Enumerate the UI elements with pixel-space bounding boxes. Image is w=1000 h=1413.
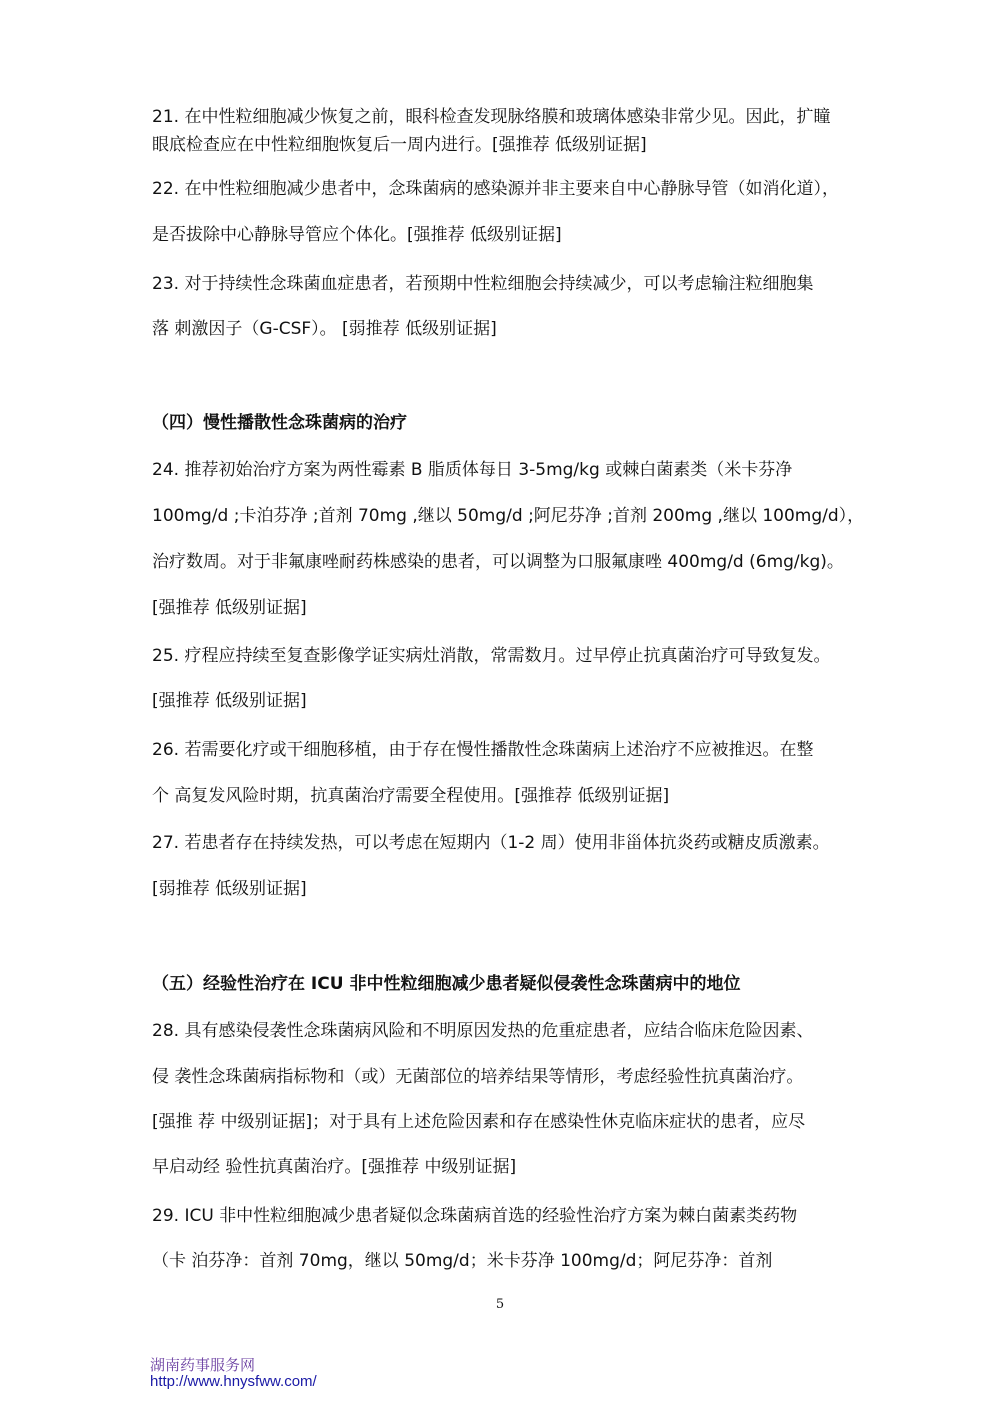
- text-line: 100mg/d ;卡泊芬净 ;首剂 70mg ,继以 50mg/d ;阿尼芬净 ;首剂 200mg ,继以 100mg/d），: [152, 506, 865, 526]
- text-line: 早启动经 验性抗真菌治疗。[强推荐 中级别证据]: [152, 1157, 517, 1177]
- text-line: 27. 若患者存在持续发热，可以考虑在短期内（1-2 周）使用非甾体抗炎药或糖皮质激素。: [152, 833, 830, 853]
- text-line: 侵 袭性念珠菌病指标物和（或）无菌部位的培养结果等情形，考虑经验性抗真菌治疗。: [152, 1067, 804, 1087]
- footer-site-name: 湖南药事服务网: [150, 1356, 256, 1374]
- text-line: 22. 在中性粒细胞减少患者中，念珠菌病的感染源并非主要来自中心静脉导管（如消化道），: [152, 179, 839, 199]
- text-line: 29. ICU 非中性粒细胞减少患者疑似念珠菌病首选的经验性治疗方案为棘白菌素类药物: [152, 1206, 798, 1226]
- text-line: [弱推荐 低级别证据]: [152, 879, 307, 899]
- text-line: （卡 泊芬净：首剂 70mg，继以 50mg/d；米卡芬净 100mg/d；阿尼芬净：首剂: [152, 1251, 773, 1271]
- text-line: 24. 推荐初始治疗方案为两性霉素 B 脂质体每日 3-5mg/kg 或棘白菌素类（米卡芬净: [152, 460, 793, 480]
- text-line: 21. 在中性粒细胞减少恢复之前，眼科检查发现脉络膜和玻璃体感染非常少见。因此，扩瞳: [152, 107, 831, 127]
- text-line: 治疗数周。对于非氟康唑耐药株感染的患者，可以调整为口服氟康唑 400mg/d (6mg/kg)。: [152, 552, 844, 572]
- section-heading: （五）经验性治疗在 ICU 非中性粒细胞减少患者疑似侵袭性念珠菌病中的地位: [152, 974, 741, 994]
- text-line: 眼底检查应在中性粒细胞恢复后一周内进行。[强推荐 低级别证据]: [152, 135, 647, 155]
- page-number: 5: [495, 1297, 505, 1312]
- text-line: 落 刺激因子（G-CSF）。 [弱推荐 低级别证据]: [152, 319, 497, 339]
- text-line: [强推荐 低级别证据]: [152, 691, 307, 711]
- footer-url-link[interactable]: http://www.hnysfww.com/: [150, 1373, 317, 1390]
- text-line: [强推荐 低级别证据]: [152, 598, 307, 618]
- text-line: 23. 对于持续性念珠菌血症患者，若预期中性粒细胞会持续减少，可以考虑输注粒细胞集: [152, 274, 814, 294]
- section-heading: （四）慢性播散性念珠菌病的治疗: [152, 413, 407, 433]
- text-line: 26. 若需要化疗或干细胞移植，由于存在慢性播散性念珠菌病上述治疗不应被推迟。在整: [152, 740, 814, 760]
- text-line: 是否拔除中心静脉导管应个体化。[强推荐 低级别证据]: [152, 225, 562, 245]
- text-line: 个 高复发风险时期，抗真菌治疗需要全程使用。[强推荐 低级别证据]: [152, 786, 670, 806]
- text-line: [强推 荐 中级别证据]；对于具有上述危险因素和存在感染性休克临床症状的患者，应尽: [152, 1112, 806, 1132]
- text-line: 25. 疗程应持续至复查影像学证实病灶消散，常需数月。过早停止抗真菌治疗可导致复发。: [152, 646, 831, 666]
- text-line: 28. 具有感染侵袭性念珠菌病风险和不明原因发热的危重症患者，应结合临床危险因素、: [152, 1021, 814, 1041]
